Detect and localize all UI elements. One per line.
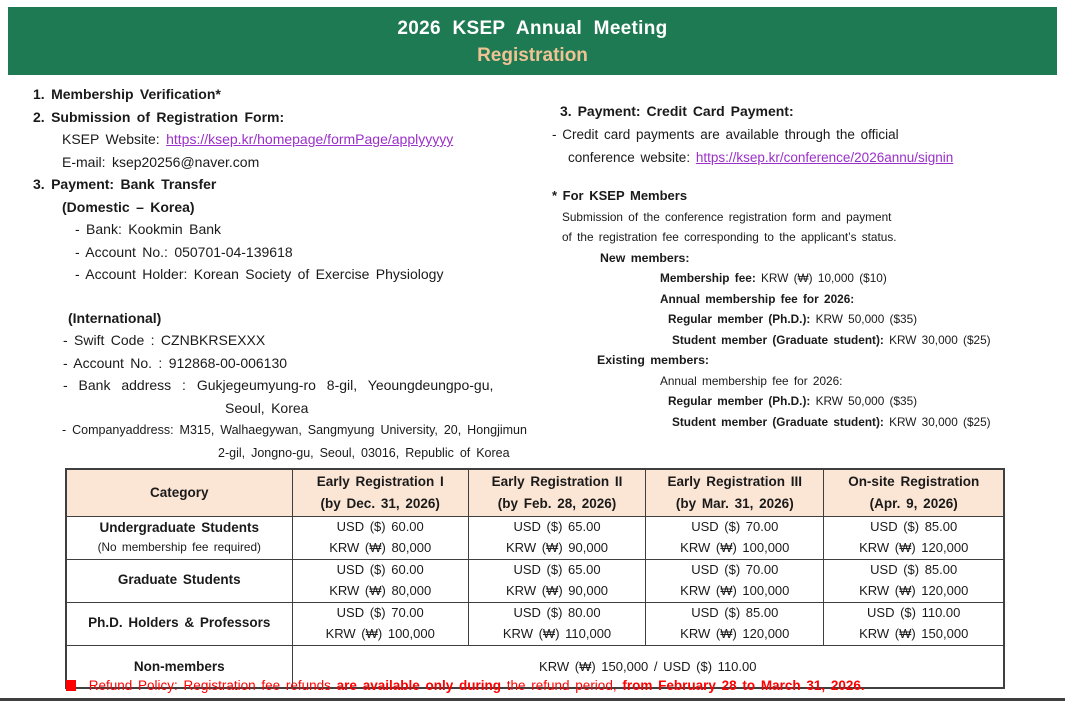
header-line1: Category	[150, 485, 209, 500]
category-cell	[66, 559, 292, 602]
left-column	[33, 83, 555, 464]
conference-website-label: conference website:	[568, 150, 691, 165]
krw-fee: KRW (₩) 120,000	[859, 582, 969, 598]
existing-annual-fee-heading: Annual membership fee for 2026:	[660, 373, 843, 388]
category-cell	[66, 516, 292, 559]
meeting-title: 2026 KSEP Annual Meeting	[397, 18, 668, 39]
website-line	[33, 128, 555, 151]
krw-fee: KRW (₩) 100,000	[680, 539, 790, 555]
intl-account-no: - Account No. : 912868-00-006130	[63, 354, 288, 371]
submission-item: 2. Submission of Registration Form:	[33, 108, 285, 125]
col-header-early1	[292, 469, 468, 516]
credit-card-line2	[552, 146, 1052, 169]
refund-policy-note	[66, 677, 1016, 694]
square-bullet-icon	[66, 680, 76, 691]
fee-cell	[292, 559, 468, 602]
krw-fee: KRW (₩) 120,000	[859, 539, 969, 555]
category-cell: Non-members	[66, 645, 292, 688]
page-bottom-rule	[0, 698, 1065, 701]
new-regular-label: Regular member (Ph.D.):	[668, 312, 811, 326]
domestic-account-holder: - Account Holder: Korean Society of Exercise Physiology	[75, 266, 444, 282]
swift-code: - Swift Code : CZNBKRSEXXX	[63, 332, 266, 348]
usd-fee: USD ($) 65.00	[513, 562, 601, 577]
usd-fee: USD ($) 70.00	[691, 519, 779, 534]
email-label: E-mail:	[62, 153, 106, 170]
category-cell	[66, 602, 292, 645]
header-line2: (by Feb. 28, 2026)	[497, 495, 617, 511]
members-line1: Submission of the conference registration form and payment	[562, 209, 892, 224]
refund-seg1: Refund Policy: Registration fee refunds	[88, 678, 331, 693]
header-line2: (by Mar. 31, 2026)	[675, 495, 794, 511]
usd-fee: USD ($) 80.00	[513, 605, 601, 620]
table-row-graduate	[66, 559, 1004, 602]
new-student-label: Student member (Graduate student):	[672, 332, 884, 347]
usd-fee: USD ($) 85.00	[870, 519, 958, 534]
ksep-members-heading: * For KSEP Members	[552, 188, 688, 203]
category-name: Undergraduate Students	[99, 519, 260, 535]
existing-student-line	[552, 412, 1052, 433]
fee-cell	[468, 559, 645, 602]
email-value: ksep20256@naver.com	[111, 153, 260, 170]
krw-fee: KRW (₩) 80,000	[329, 539, 432, 555]
usd-fee: USD ($) 60.00	[336, 562, 424, 577]
usd-fee: USD ($) 85.00	[870, 562, 958, 577]
credit-card-line1: - Credit card payments are available through the official	[552, 127, 899, 142]
header-line2: (Apr. 9, 2026)	[869, 495, 958, 511]
fee-cell	[824, 602, 1004, 645]
registration-form-link[interactable]: https://ksep.kr/homepage/formPage/applyyyyy	[166, 131, 454, 147]
domestic-heading: (Domestic – Korea)	[62, 198, 195, 215]
header-line2: (by Dec. 31, 2026)	[320, 495, 440, 511]
krw-fee: KRW (₩) 110,000	[502, 625, 612, 641]
refund-seg3: the refund period,	[506, 678, 617, 693]
fee-cell	[468, 602, 645, 645]
existing-regular-label: Regular member (Ph.D.):	[668, 394, 811, 408]
fee-cell	[646, 602, 824, 645]
page-banner	[8, 7, 1057, 75]
table-row-phd	[66, 602, 1004, 645]
membership-fee-value: KRW (₩) 10,000 ($10)	[761, 271, 887, 285]
col-header-early2	[468, 469, 645, 516]
krw-fee: KRW (₩) 80,000	[329, 582, 432, 598]
new-regular-value: KRW 50,000 ($35)	[815, 312, 918, 326]
membership-fee-label: Membership fee:	[660, 271, 756, 285]
fee-cell	[292, 516, 468, 559]
registration-fee-table	[65, 468, 1005, 689]
bank-address-line2: Seoul, Korea	[225, 399, 309, 416]
new-members-heading: New members:	[600, 250, 690, 265]
fee-cell	[468, 516, 645, 559]
existing-regular-line	[552, 391, 1052, 412]
credit-card-item: 3. Payment: Credit Card Payment:	[560, 103, 794, 119]
fee-cell	[824, 516, 1004, 559]
table-row-undergraduate	[66, 516, 1004, 559]
website-label: KSEP Website:	[62, 131, 160, 147]
header-line1: On-site Registration	[848, 474, 980, 490]
col-header-onsite	[824, 469, 1004, 516]
new-student-value: KRW 30,000 ($25)	[889, 332, 991, 347]
krw-fee: KRW (₩) 100,000	[325, 625, 435, 641]
bank-transfer-item: 3. Payment: Bank Transfer	[33, 176, 217, 192]
refund-seg2: are available only during	[336, 678, 501, 693]
header-line1: Early Registration III	[667, 474, 803, 490]
krw-fee: KRW (₩) 150,000	[859, 625, 969, 641]
international-heading: (International)	[68, 309, 162, 326]
fee-cell	[646, 516, 824, 559]
existing-regular-value: KRW 50,000 ($35)	[815, 394, 918, 408]
krw-fee: KRW (₩) 100,000	[680, 582, 790, 598]
existing-student-value: KRW 30,000 ($25)	[889, 414, 991, 429]
usd-fee: USD ($) 85.00	[691, 605, 779, 620]
email-line	[33, 151, 555, 174]
refund-seg4: from February 28 to March 31, 2026.	[622, 678, 865, 693]
krw-fee: KRW (₩) 120,000	[680, 625, 790, 641]
nonmembers-fee-cell: KRW (₩) 150,000 / USD ($) 110.00	[292, 645, 1004, 688]
company-address-line1: - Companyaddress: M315, Walhaegywan, Sangmyung University, 20, Hongjimun	[62, 423, 527, 437]
krw-fee: KRW (₩) 90,000	[506, 582, 609, 598]
membership-verification-item: 1. Membership Verification*	[33, 86, 221, 102]
membership-fee-line	[552, 268, 1052, 289]
new-regular-line	[552, 309, 1052, 330]
fee-cell	[292, 602, 468, 645]
usd-fee: USD ($) 110.00	[867, 605, 961, 620]
col-header-early3	[646, 469, 824, 516]
company-address-line2: 2-gil, Jongno-gu, Seoul, 03016, Republic of Korea	[218, 445, 510, 460]
category-note: (No membership fee required)	[97, 540, 261, 555]
col-header-category	[66, 469, 292, 516]
members-line2: of the registration fee corresponding to the applicant’s status.	[562, 230, 897, 244]
ksep-members-section	[552, 186, 1052, 432]
fee-cell	[824, 559, 1004, 602]
page-subtitle: Registration	[477, 45, 588, 66]
new-annual-fee-heading: Annual membership fee for 2026:	[660, 291, 855, 306]
domestic-account-no: - Account No.: 050701-04-139618	[75, 243, 293, 260]
conference-signin-link[interactable]: https://ksep.kr/conference/2026annu/signin	[695, 150, 954, 165]
usd-fee: USD ($) 70.00	[691, 562, 779, 577]
usd-fee: USD ($) 65.00	[513, 519, 601, 534]
domestic-bank: - Bank: Kookmin Bank	[75, 221, 222, 237]
usd-fee: USD ($) 60.00	[336, 519, 424, 534]
existing-student-label: Student member (Graduate student):	[672, 414, 884, 429]
krw-fee: KRW (₩) 90,000	[506, 539, 609, 555]
table-header-row	[66, 469, 1004, 516]
right-column	[552, 100, 1052, 432]
existing-members-heading: Existing members:	[597, 353, 710, 367]
header-line1: Early Registration I	[316, 474, 444, 490]
usd-fee: USD ($) 70.00	[336, 605, 424, 620]
fee-cell	[646, 559, 824, 602]
category-name: Graduate Students	[117, 572, 241, 588]
new-student-line	[552, 330, 1052, 351]
bank-address-line1: - Bank address : Gukjegeumyung-ro 8-gil, Yeoungdeungpo-gu,	[63, 377, 494, 393]
header-line1: Early Registration II	[491, 474, 623, 490]
category-name: Ph.D. Holders & Professors	[88, 615, 271, 631]
